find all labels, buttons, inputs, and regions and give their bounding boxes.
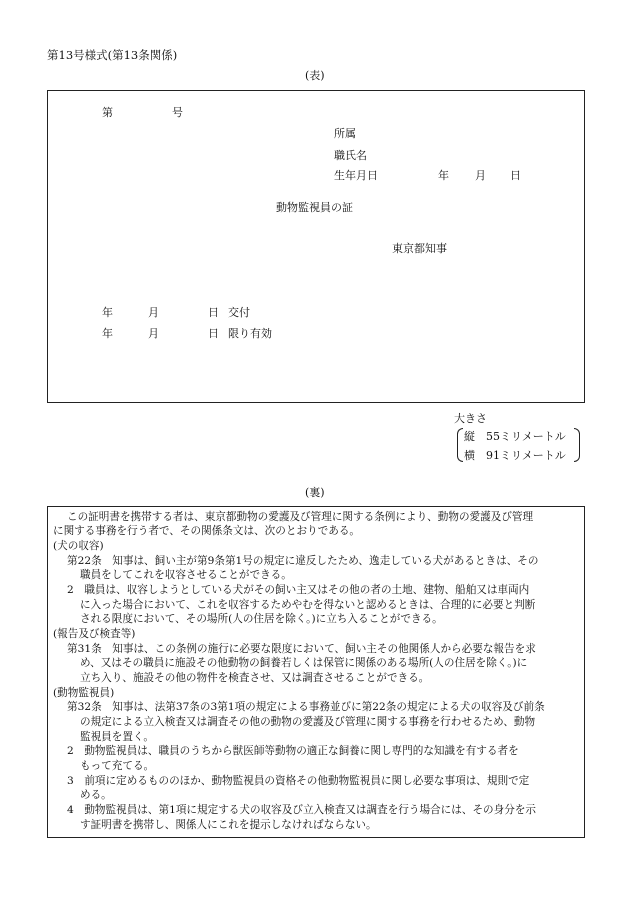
name-label: 職氏名	[334, 149, 367, 162]
birth-day: 日	[510, 169, 521, 182]
front-certificate-box	[47, 90, 585, 403]
number-go: 号	[172, 106, 183, 119]
back-text-box	[47, 506, 585, 838]
back-label: (裏)	[305, 486, 325, 499]
back-line: 4 動物監視員は、第1項に規定する犬の収容及び立入検査又は調査を行う場合には、その身分を示	[67, 804, 537, 816]
issuer: 東京都知事	[392, 242, 447, 255]
back-line: 立ち入り、施設その他の物件を検査させ、又は調査させることができる。	[80, 672, 430, 684]
valid-month: 月	[148, 327, 159, 340]
birthdate-label: 生年月日	[334, 169, 378, 182]
front-label: (表)	[305, 69, 325, 82]
back-line: す証明書を携帯し、関係人にこれを提示しなければならない。	[80, 819, 377, 831]
size-label: 大きさ	[454, 412, 487, 425]
back-line: め、又はその職員に施設その他動物の飼養若しくは保管に関係のある場所(人の住居を除く。)に	[80, 657, 528, 669]
issue-year: 年	[102, 306, 113, 319]
number-dai: 第	[102, 106, 113, 119]
size-height: 縦 55ミリメートル	[464, 430, 566, 443]
issue-day: 日	[208, 306, 219, 319]
back-line: 第32条 知事は、法第37条の3第1項の規定による事務並びに第22条の規定による犬の収容及び前条	[67, 701, 545, 713]
back-line: (動物監視員)	[53, 687, 115, 699]
back-line: める。	[80, 789, 112, 801]
valid-year: 年	[102, 327, 113, 340]
back-line: 第22条 知事は、飼い主が第9条第1号の規定に違反したため、逸走している犬があるときは、その	[67, 555, 539, 567]
birth-month: 月	[475, 169, 486, 182]
back-line: される限度において、その場所(人の住居を除く。)に立ち入ることができる。	[80, 613, 443, 625]
back-line: 職員をしてこれを収容させることができる。	[80, 569, 292, 581]
affiliation-label: 所属	[334, 127, 356, 140]
birth-year: 年	[438, 169, 449, 182]
certificate-title: 動物監視員の証	[276, 201, 353, 214]
size-width: 横 91ミリメートル	[464, 449, 566, 462]
back-line: 2 職員は、収容しようとしている犬がその飼い主又はその他の者の土地、建物、船舶又は車両内	[67, 584, 530, 596]
back-line: に関する事務を行う者で、その関係条文は、次のとおりである。	[53, 525, 361, 537]
size-brace-right	[574, 428, 580, 462]
form-title: 第13号様式(第13条関係)	[47, 48, 178, 62]
back-line: もって充てる。	[80, 760, 155, 772]
issue-month: 月	[148, 306, 159, 319]
back-line: この証明書を携帯する者は、東京都動物の愛護及び管理に関する条例により、動物の愛護及び管理	[67, 511, 534, 523]
size-brace-left	[457, 428, 463, 462]
valid-day: 日	[208, 327, 219, 340]
back-line: 第31条 知事は、この条例の施行に必要な限度において、飼い主その他関係人から必要な報告を求	[67, 643, 536, 655]
back-line: に入った場合において、これを収容するためやむを得ないと認めるときは、合理的に必要と判断	[80, 599, 536, 611]
back-line: 3 前項に定めるもののほか、動物監視員の資格その他動物監視員に関し必要な事項は、規則で定	[67, 775, 530, 787]
issue-label: 交付	[228, 306, 250, 319]
valid-label: 限り有効	[228, 327, 272, 340]
back-line: の規定による立入検査又は調査その他の動物の愛護及び管理に関する事務を行わせるため、動物	[80, 716, 536, 728]
back-line: 2 動物監視員は、職員のうちから獣医師等動物の適正な飼養に関し専門的な知識を有する者を	[67, 745, 519, 757]
back-line: 監視員を置く。	[80, 731, 154, 743]
back-line: (報告及び検査等)	[53, 628, 136, 640]
back-line: (犬の収容)	[53, 540, 104, 552]
